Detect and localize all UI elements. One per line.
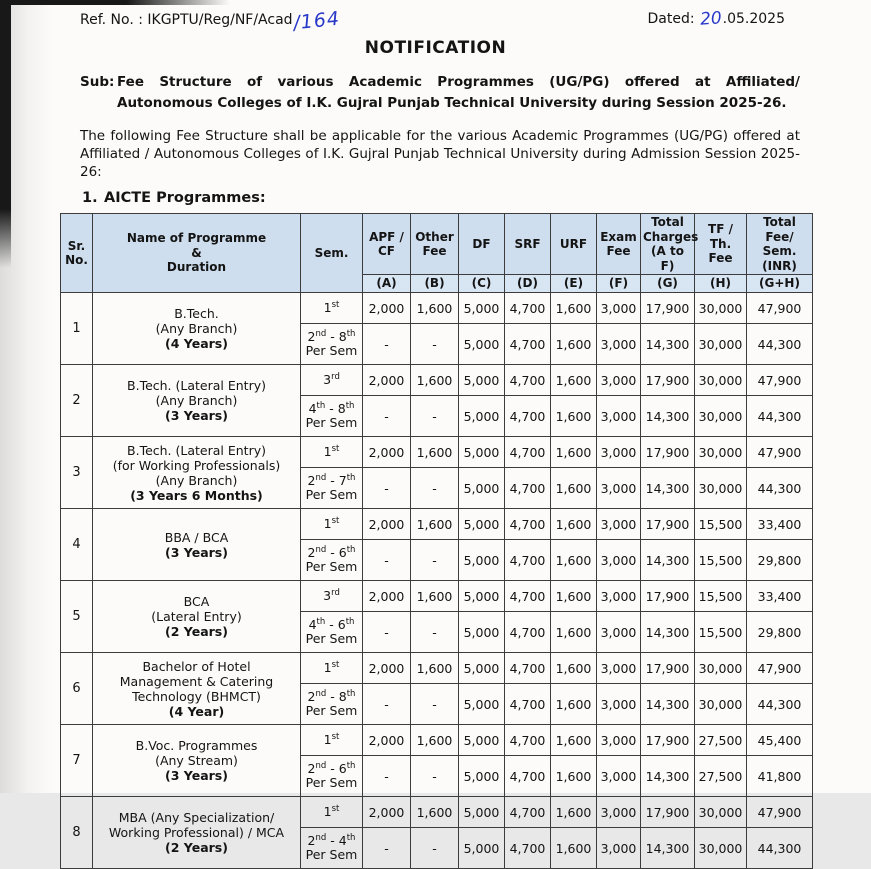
fee-value: 5,000 <box>459 612 505 653</box>
programme-name: B.Tech. (Lateral Entry) (Any Branch) (3 Years) <box>93 365 301 437</box>
fee-value: 47,900 <box>747 293 813 324</box>
fee-value: 15,500 <box>695 540 747 581</box>
fee-value: 4,700 <box>505 437 551 468</box>
date-printed: .05.2025 <box>722 11 785 27</box>
fee-value: 5,000 <box>459 797 505 828</box>
fee-value: 29,800 <box>747 540 813 581</box>
fee-value: 47,900 <box>747 653 813 684</box>
section-heading <box>82 190 871 206</box>
sem-cell: 2nd - 4th Per Sem <box>301 828 363 869</box>
sem-cell: 1st <box>301 437 363 468</box>
fee-value: 4,700 <box>505 468 551 509</box>
fee-structure-table <box>60 213 813 869</box>
sem-cell: 2nd - 6th Per Sem <box>301 540 363 581</box>
fee-value: 1,600 <box>411 365 459 396</box>
fee-value: 47,900 <box>747 437 813 468</box>
sem-cell: 2nd - 6th Per Sem <box>301 756 363 797</box>
fee-value: 2,000 <box>363 653 411 684</box>
fee-value: - <box>363 468 411 509</box>
fee-value: 29,800 <box>747 612 813 653</box>
fee-value: 1,600 <box>411 509 459 540</box>
programme-name: BCA (Lateral Entry) (2 Years) <box>93 581 301 653</box>
fee-value: 5,000 <box>459 396 505 437</box>
fee-value: - <box>363 324 411 365</box>
fee-value: 14,300 <box>641 684 695 725</box>
sr-number: 2 <box>61 365 93 437</box>
fee-value: 1,600 <box>551 612 597 653</box>
fee-value: 1,600 <box>551 540 597 581</box>
column-letter-0: (A) <box>363 275 411 293</box>
fee-table-header <box>61 214 813 293</box>
fee-value: 30,000 <box>695 828 747 869</box>
intro-paragraph <box>80 127 800 181</box>
fee-value: - <box>411 756 459 797</box>
programme-name: B.Voc. Programmes (Any Stream) (3 Years) <box>93 725 301 797</box>
fee-value: 4,700 <box>505 684 551 725</box>
reference-line <box>0 0 871 35</box>
fee-value: 17,900 <box>641 293 695 324</box>
fee-value: 4,700 <box>505 324 551 365</box>
fee-value: - <box>363 684 411 725</box>
fee-value: 5,000 <box>459 509 505 540</box>
fee-table-body <box>61 293 813 869</box>
fee-value: 1,600 <box>551 653 597 684</box>
fee-value: 3,000 <box>597 324 641 365</box>
fee-value: 1,600 <box>551 509 597 540</box>
fee-value: 5,000 <box>459 684 505 725</box>
fee-value: 3,000 <box>597 725 641 756</box>
fee-value: 5,000 <box>459 437 505 468</box>
fee-value: 30,000 <box>695 396 747 437</box>
fee-value: 4,700 <box>505 396 551 437</box>
programme-name: BBA / BCA (3 Years) <box>93 509 301 581</box>
fee-value: 1,600 <box>551 396 597 437</box>
column-header-9: Total Charges (A to F) <box>641 214 695 275</box>
sr-number: 5 <box>61 581 93 653</box>
table-row <box>61 365 813 396</box>
fee-value: 3,000 <box>597 653 641 684</box>
fee-value: 5,000 <box>459 725 505 756</box>
fee-value: 3,000 <box>597 612 641 653</box>
fee-value: 14,300 <box>641 468 695 509</box>
fee-value: 3,000 <box>597 293 641 324</box>
intro-line-2: Affiliated / Autonomous Colleges of I.K. Gujral Punjab Technical University during Admission Session 2025-26: <box>80 146 800 180</box>
fee-value: 4,700 <box>505 581 551 612</box>
fee-value: 1,600 <box>411 437 459 468</box>
column-header-3: APF / CF <box>363 214 411 275</box>
fee-value: 45,400 <box>747 725 813 756</box>
sr-number: 3 <box>61 437 93 509</box>
fee-value: 14,300 <box>641 828 695 869</box>
fee-value: 4,700 <box>505 725 551 756</box>
sem-cell: 1st <box>301 293 363 324</box>
sr-number: 1 <box>61 293 93 365</box>
fee-value: 14,300 <box>641 396 695 437</box>
fee-value: 44,300 <box>747 468 813 509</box>
fee-value: 2,000 <box>363 437 411 468</box>
fee-value: 5,000 <box>459 324 505 365</box>
fee-value: 41,800 <box>747 756 813 797</box>
fee-value: 44,300 <box>747 828 813 869</box>
column-header-11: Total Fee/ Sem. (INR) <box>747 214 813 275</box>
fee-value: 4,700 <box>505 828 551 869</box>
fee-value: 1,600 <box>551 725 597 756</box>
fee-value: - <box>363 756 411 797</box>
fee-value: - <box>363 612 411 653</box>
column-letter-2: (C) <box>459 275 505 293</box>
fee-value: 2,000 <box>363 365 411 396</box>
sr-number: 6 <box>61 653 93 725</box>
fee-value: 17,900 <box>641 725 695 756</box>
fee-value: - <box>411 828 459 869</box>
intro-line-1: The following Fee Structure shall be applicable for the various Academic Programmes (UG/PG) offered at <box>80 128 800 144</box>
fee-value: 4,700 <box>505 540 551 581</box>
fee-value: 44,300 <box>747 684 813 725</box>
table-row <box>61 581 813 612</box>
fee-value: 2,000 <box>363 797 411 828</box>
fee-value: 3,000 <box>597 581 641 612</box>
fee-value: 4,700 <box>505 365 551 396</box>
fee-value: - <box>411 540 459 581</box>
fee-value: 1,600 <box>411 725 459 756</box>
fee-value: 44,300 <box>747 324 813 365</box>
column-header-5: DF <box>459 214 505 275</box>
fee-value: 15,500 <box>695 509 747 540</box>
fee-value: 30,000 <box>695 684 747 725</box>
fee-value: 3,000 <box>597 684 641 725</box>
fee-value: 17,900 <box>641 365 695 396</box>
fee-value: 1,600 <box>551 324 597 365</box>
subject-line-2: Autonomous Colleges of I.K. Gujral Punjab Technical University during Session 2025-26. <box>117 95 787 111</box>
column-header-8: Exam Fee <box>597 214 641 275</box>
fee-value: 2,000 <box>363 581 411 612</box>
fee-value: 15,500 <box>695 581 747 612</box>
fee-value: 3,000 <box>597 365 641 396</box>
fee-value: 30,000 <box>695 797 747 828</box>
fee-value: 1,600 <box>551 684 597 725</box>
fee-value: 15,500 <box>695 612 747 653</box>
fee-value: 30,000 <box>695 324 747 365</box>
sem-cell: 4th - 6th Per Sem <box>301 612 363 653</box>
fee-value: 17,900 <box>641 437 695 468</box>
fee-value: 1,600 <box>551 365 597 396</box>
fee-value: 27,500 <box>695 725 747 756</box>
fee-value: 1,600 <box>411 581 459 612</box>
fee-value: 30,000 <box>695 437 747 468</box>
fee-value: 14,300 <box>641 540 695 581</box>
fee-value: 47,900 <box>747 365 813 396</box>
fee-value: - <box>411 468 459 509</box>
programme-name: MBA (Any Specialization/ Working Professional) / MCA (2 Years) <box>93 797 301 869</box>
table-row <box>61 437 813 468</box>
column-letter-1: (B) <box>411 275 459 293</box>
fee-value: 17,900 <box>641 581 695 612</box>
sem-cell: 1st <box>301 725 363 756</box>
fee-value: 1,600 <box>551 293 597 324</box>
section-title: AICTE Programmes: <box>104 190 266 206</box>
fee-value: 2,000 <box>363 725 411 756</box>
fee-value: 3,000 <box>597 509 641 540</box>
fee-value: 2,000 <box>363 509 411 540</box>
fee-value: 5,000 <box>459 293 505 324</box>
fee-value: 1,600 <box>551 468 597 509</box>
column-header-10: TF / Th. Fee <box>695 214 747 275</box>
fee-value: 33,400 <box>747 509 813 540</box>
sem-cell: 3rd <box>301 365 363 396</box>
fee-value: 1,600 <box>411 797 459 828</box>
fee-value: 14,300 <box>641 756 695 797</box>
table-row <box>61 725 813 756</box>
sem-cell: 2nd - 7th Per Sem <box>301 468 363 509</box>
header-row-labels <box>61 214 813 275</box>
fee-value: 3,000 <box>597 797 641 828</box>
table-row <box>61 653 813 684</box>
sr-number: 8 <box>61 797 93 869</box>
column-header-4: Other Fee <box>411 214 459 275</box>
sem-cell: 2nd - 8th Per Sem <box>301 684 363 725</box>
fee-value: 4,700 <box>505 293 551 324</box>
fee-value: - <box>411 684 459 725</box>
sr-number: 4 <box>61 509 93 581</box>
fee-value: 1,600 <box>551 756 597 797</box>
fee-value: 5,000 <box>459 581 505 612</box>
fee-value: 33,400 <box>747 581 813 612</box>
ref-number-printed: Ref. No. : IKGPTU/Reg/NF/Acad <box>80 12 293 28</box>
fee-value: 5,000 <box>459 540 505 581</box>
column-letter-4: (E) <box>551 275 597 293</box>
table-row <box>61 509 813 540</box>
handwritten-ref-number: /164 <box>291 7 341 35</box>
sem-cell: 1st <box>301 797 363 828</box>
fee-value: 1,600 <box>411 653 459 684</box>
table-row <box>61 797 813 828</box>
fee-value: 4,700 <box>505 756 551 797</box>
column-header-7: URF <box>551 214 597 275</box>
ref-number <box>80 7 341 35</box>
fee-value: - <box>411 396 459 437</box>
fee-value: 1,600 <box>411 293 459 324</box>
fee-value: 1,600 <box>551 797 597 828</box>
fee-value: - <box>363 828 411 869</box>
fee-value: 30,000 <box>695 293 747 324</box>
fee-value: - <box>363 540 411 581</box>
column-header-0: Sr. No. <box>61 214 93 293</box>
fee-value: 5,000 <box>459 756 505 797</box>
date <box>647 9 785 29</box>
column-letter-8: (G+H) <box>747 275 813 293</box>
sem-cell: 2nd - 8th Per Sem <box>301 324 363 365</box>
fee-value: 30,000 <box>695 653 747 684</box>
fee-value: 3,000 <box>597 468 641 509</box>
column-letter-3: (D) <box>505 275 551 293</box>
sem-cell: 1st <box>301 653 363 684</box>
sr-number: 7 <box>61 725 93 797</box>
fee-value: 30,000 <box>695 365 747 396</box>
column-header-6: SRF <box>505 214 551 275</box>
fee-value: 5,000 <box>459 653 505 684</box>
fee-value: 3,000 <box>597 540 641 581</box>
fee-value: 30,000 <box>695 468 747 509</box>
fee-value: 3,000 <box>597 437 641 468</box>
fee-value: 14,300 <box>641 324 695 365</box>
sem-cell: 4th - 8th Per Sem <box>301 396 363 437</box>
fee-value: 17,900 <box>641 797 695 828</box>
notification-title: NOTIFICATION <box>364 38 507 58</box>
scan-shadow-left <box>0 0 52 793</box>
fee-value: 27,500 <box>695 756 747 797</box>
subject-line-1: Fee Structure of various Academic Programmes (UG/PG) offered at Affiliated/ <box>117 74 800 90</box>
fee-value: 3,000 <box>597 828 641 869</box>
programme-name: Bachelor of Hotel Management & Catering Technology (BHMCT) (4 Year) <box>93 653 301 725</box>
fee-value: 44,300 <box>747 396 813 437</box>
dated-label: Dated: <box>647 11 695 27</box>
fee-value: 4,700 <box>505 612 551 653</box>
subject-text <box>117 72 800 114</box>
fee-value: 5,000 <box>459 365 505 396</box>
handwritten-date-day: 20 <box>699 8 723 30</box>
fee-value: 14,300 <box>641 612 695 653</box>
fee-value: 2,000 <box>363 293 411 324</box>
column-letter-5: (F) <box>597 275 641 293</box>
fee-value: 1,600 <box>551 437 597 468</box>
fee-value: - <box>411 612 459 653</box>
subject-block <box>80 72 800 114</box>
sem-cell: 3rd <box>301 581 363 612</box>
fee-value: 1,600 <box>551 828 597 869</box>
programme-name: B.Tech. (Lateral Entry) (for Working Professionals) (Any Branch) (3 Years 6 Months) <box>93 437 301 509</box>
sem-cell: 1st <box>301 509 363 540</box>
fee-value: 4,700 <box>505 509 551 540</box>
column-header-2: Sem. <box>301 214 363 293</box>
column-letter-7: (H) <box>695 275 747 293</box>
subject-label: Sub: <box>80 74 115 90</box>
programme-name: B.Tech. (Any Branch) (4 Years) <box>93 293 301 365</box>
fee-value: 4,700 <box>505 653 551 684</box>
fee-value: - <box>363 396 411 437</box>
fee-value: 47,900 <box>747 797 813 828</box>
fee-value: 17,900 <box>641 653 695 684</box>
fee-value: 3,000 <box>597 756 641 797</box>
section-number: 1. <box>82 190 98 206</box>
fee-value: 5,000 <box>459 828 505 869</box>
column-letter-6: (G) <box>641 275 695 293</box>
fee-value: 1,600 <box>551 581 597 612</box>
fee-value: 4,700 <box>505 797 551 828</box>
fee-value: 17,900 <box>641 509 695 540</box>
fee-value: - <box>411 324 459 365</box>
fee-value: 5,000 <box>459 468 505 509</box>
fee-value: 3,000 <box>597 396 641 437</box>
table-row <box>61 293 813 324</box>
column-header-1: Name of Programme & Duration <box>93 214 301 293</box>
